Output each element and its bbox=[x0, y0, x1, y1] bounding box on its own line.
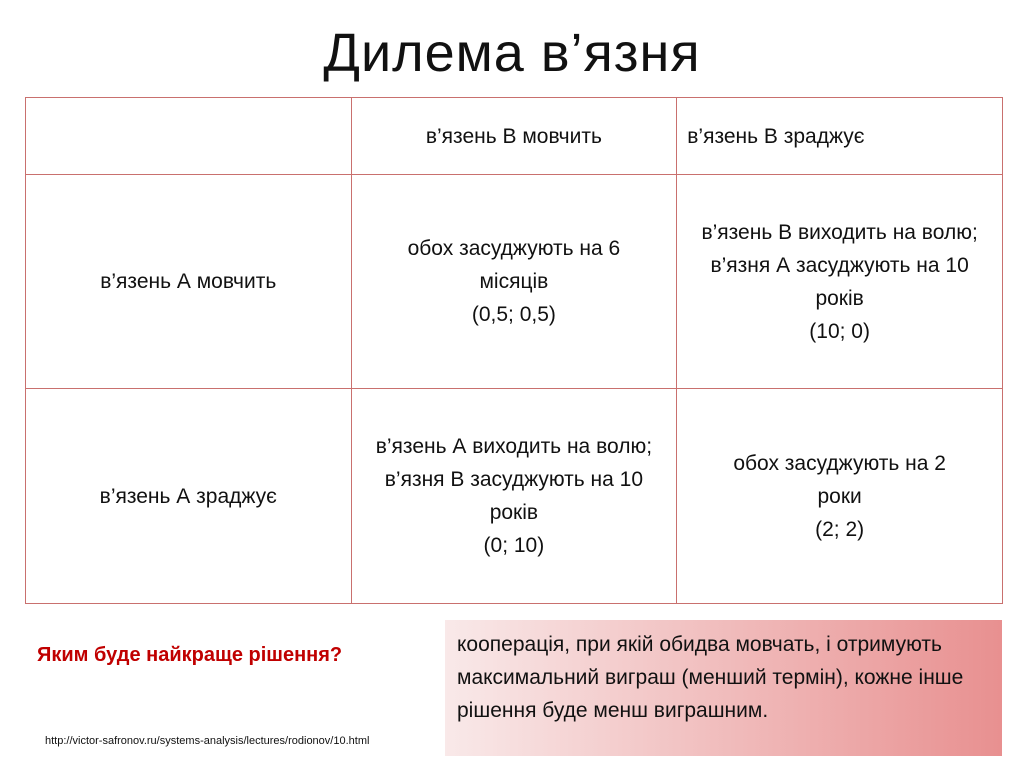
source-url: http://victor-safronov.ru/systems-analysis/lectures/rodionov/10.html bbox=[45, 735, 370, 747]
table-row bbox=[26, 389, 1003, 604]
table-cell: в’язень В виходить на волю; в’язня А засуджують на 10 років (10; 0) bbox=[677, 175, 1003, 389]
table-cell bbox=[26, 98, 352, 175]
table-cell: обох засуджують на 6 місяців (0,5; 0,5) bbox=[351, 175, 677, 389]
question-text: Яким буде найкраще рішення? bbox=[37, 644, 343, 666]
table-cell: в’язень В мовчить bbox=[351, 98, 677, 175]
table-cell: в’язень А мовчить bbox=[26, 175, 352, 389]
table-cell: в’язень А виходить на волю; в’язня В засуджують на 10 років (0; 10) bbox=[351, 389, 677, 604]
payoff-table bbox=[25, 97, 1003, 604]
slide-title: Дилема в’язня bbox=[323, 23, 701, 83]
table-row bbox=[26, 175, 1003, 389]
table-cell: в’язень В зраджує bbox=[677, 98, 1003, 175]
table-cell: в’язень А зраджує bbox=[26, 389, 352, 604]
table-cell: обох засуджують на 2 роки (2; 2) bbox=[677, 389, 1003, 604]
answer-box: кооперація, при якій обидва мовчать, і отримують максимальний виграш (менший термін), кожне інше рішення буде менш виграшним. bbox=[445, 620, 1002, 756]
table-header-row bbox=[26, 98, 1003, 175]
